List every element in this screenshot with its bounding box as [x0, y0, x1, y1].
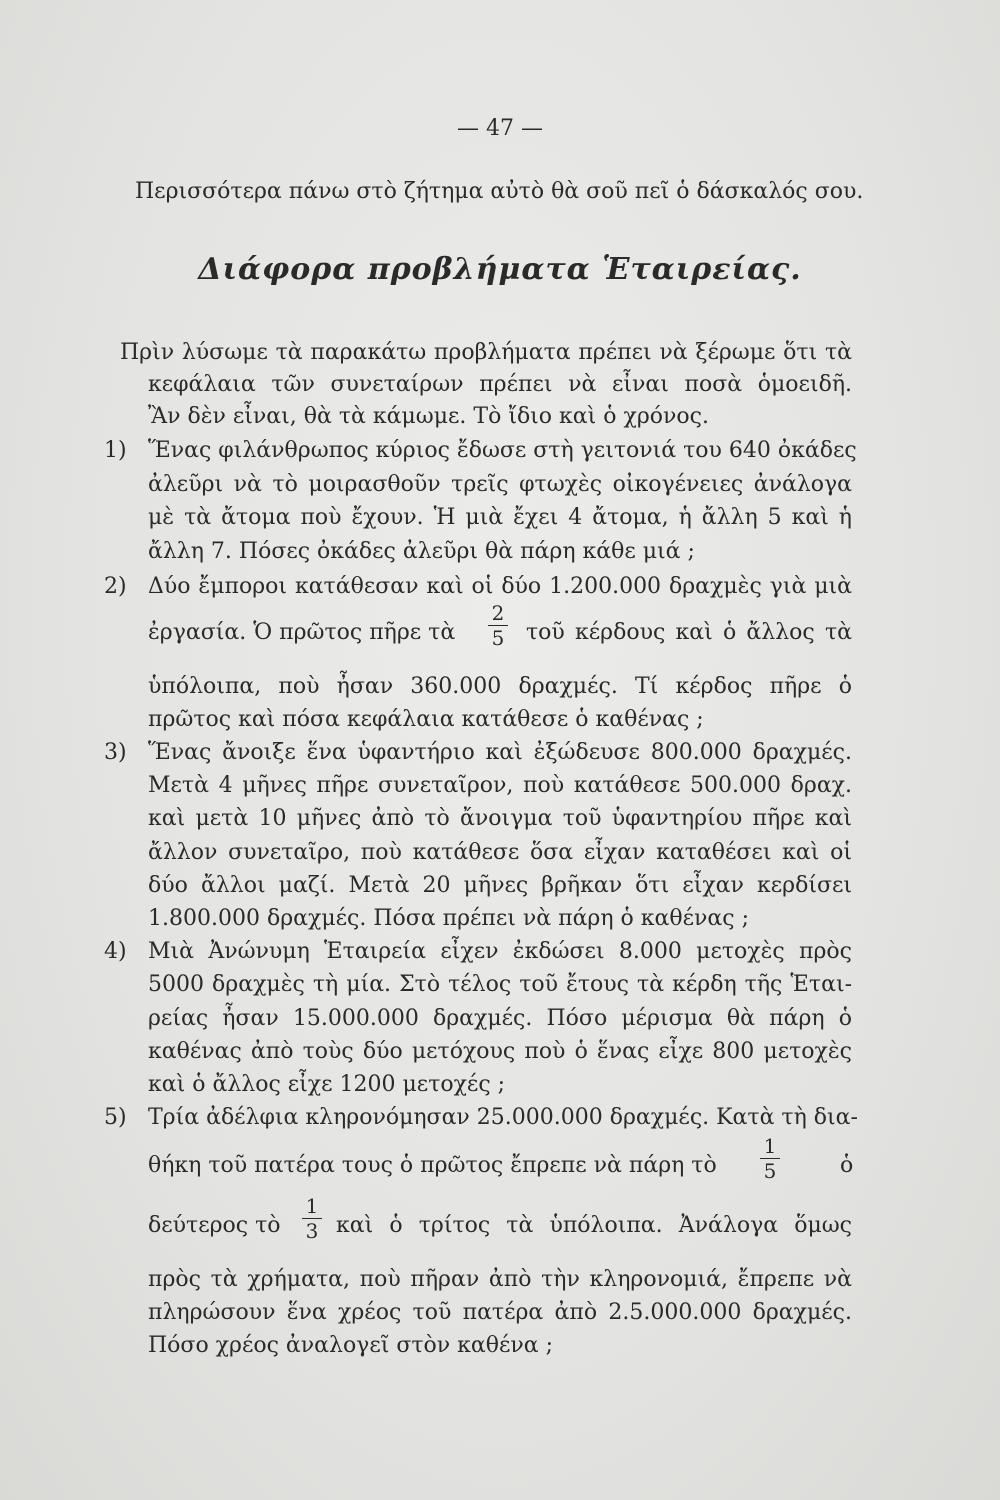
fraction-numerator: 1: [305, 1194, 319, 1218]
fraction-denominator: 3: [305, 1219, 319, 1243]
problem-5-line-2a: θήκη τοῦ πατέρα τους ὁ πρῶτος ἔπρεπε νὰ πάρη τὸ: [148, 1153, 717, 1178]
problem-3-line-5: δύο ἄλλοι μαζί. Μετὰ 20 μῆνες βρῆκαν ὅτι εἶχαν κερδίσει: [148, 873, 852, 898]
problem-4-line-1: Μιὰ Ἀνώνυμη Ἑταιρεία εἶχεν ἐκδώσει 8.000 μετοχὲς πρὸς: [148, 939, 852, 964]
fraction-denominator: 5: [491, 626, 505, 650]
problem-2-line-2b: τοῦ κέρδους καὶ ὁ ἄλλος τὰ: [526, 620, 852, 645]
problem-5-line-3a: δεύτερος τὸ: [148, 1213, 281, 1238]
fraction-two-fifths: [488, 602, 508, 649]
problem-2-number: 2): [104, 574, 127, 599]
page-number: — 47 —: [457, 116, 543, 141]
problem-1-line-1: Ἕνας φιλάνθρωπος κύριος ἔδωσε στὴ γειτονιά του 640 ὀκάδες: [148, 438, 857, 463]
problem-3-line-4: ἄλλον συνεταῖρο, ποὺ κατάθεσε ὅσα εἶχαν καταθέσει καὶ οἱ: [148, 840, 852, 865]
problem-4-line-5: καὶ ὁ ἄλλος εἶχε 1200 μετοχές ;: [148, 1072, 506, 1097]
problem-2-line-2a: ἐργασία. Ὁ πρῶτος πῆρε τὰ: [148, 620, 456, 645]
problem-4-line-3: ρείας ἦσαν 15.000.000 δραχμές. Πόσο μέρισμα θὰ πάρη ὁ: [148, 1006, 852, 1031]
fraction-one-third: [302, 1195, 322, 1242]
problem-5-line-5: πληρώσουν ἕνα χρέος τοῦ πατέρα ἀπὸ 2.5.000.000 δραχμές.: [148, 1300, 852, 1325]
problem-4-number: 4): [104, 939, 127, 964]
problem-2-line-1: Δύο ἔμποροι κατάθεσαν καὶ οἱ δύο 1.200.000 δραχμὲς γιὰ μιὰ: [148, 574, 852, 599]
problem-2-line-3: ὑπόλοιπα, ποὺ ἦσαν 360.000 δραχμές. Τί κέρδος πῆρε ὁ: [148, 674, 852, 699]
problem-1-line-3: μὲ τὰ ἄτομα ποὺ ἔχουν. Ἡ μιὰ ἔχει 4 ἄτομα, ἡ ἄλλη 5 καὶ ἡ: [148, 505, 852, 530]
preface-line-1: Πρὶν λύσωμε τὰ παρακάτω προβλήματα πρέπει νὰ ξέρωμε ὅτι τὰ: [120, 340, 852, 365]
problem-1-number: 1): [104, 438, 127, 463]
problem-5-number: 5): [104, 1105, 127, 1130]
problem-3-number: 3): [104, 740, 127, 765]
fraction-numerator: 2: [491, 601, 505, 625]
problem-5-line-2b: ὁ: [840, 1153, 854, 1178]
problem-1-line-4: ἄλλη 7. Πόσες ὀκάδες ἀλεῦρι θὰ πάρη κάθε μιά ;: [148, 539, 695, 564]
problem-4-line-2: 5000 δραχμὲς τὴ μία. Στὸ τέλος τοῦ ἔτους τὰ κέρδη τῆς Ἑται-: [148, 972, 852, 997]
preface-line-3: Ἂν δὲν εἶναι, θὰ τὰ κάμωμε. Τὸ ἴδιο καὶ ὁ χρόνος.: [148, 404, 709, 429]
preface-line-2: κεφάλαια τῶν συνεταίρων πρέπει νὰ εἶναι ποσὰ ὁμοειδῆ.: [148, 372, 852, 397]
problem-3-line-3: καὶ μετὰ 10 μῆνες ἀπὸ τὸ ἄνοιγμα τοῦ ὑφαντηρίου πῆρε καὶ: [148, 806, 852, 831]
problem-2-line-4: πρῶτος καὶ πόσα κεφάλαια κατάθεσε ὁ καθένας ;: [148, 707, 704, 732]
problem-3-line-6: 1.800.000 δραχμές. Πόσα πρέπει νὰ πάρη ὁ καθένας ;: [148, 906, 749, 931]
problem-3-line-2: Μετὰ 4 μῆνες πῆρε συνεταῖρον, ποὺ κατάθεσε 500.000 δραχ.: [148, 773, 852, 798]
problem-1-line-2: ἀλεῦρι νὰ τὸ μοιρασθοῦν τρεῖς φτωχὲς οἰκογένειες ἀνάλογα: [148, 472, 852, 497]
fraction-denominator: 5: [763, 1159, 777, 1183]
problem-5-line-4: πρὸς τὰ χρήματα, ποὺ πῆραν ἀπὸ τὴν κληρονομιά, ἔπρεπε νὰ: [148, 1267, 852, 1292]
problem-4-line-4: καθένας ἀπὸ τοὺς δύο μετόχους ποὺ ὁ ἕνας εἶχε 800 μετοχὲς: [148, 1039, 852, 1064]
fraction-one-fifth: [760, 1135, 780, 1182]
section-heading: Διάφορα προβλήματα Ἑταιρείας.: [198, 252, 802, 287]
fraction-numerator: 1: [763, 1134, 777, 1158]
problem-5-line-1: Τρία ἀδέλφια κληρονόμησαν 25.000.000 δραχμές. Κατὰ τὴ δια-: [148, 1105, 858, 1130]
problem-3-line-1: Ἕνας ἄνοιξε ἕνα ὑφαντήριο καὶ ἐξώδευσε 800.000 δραχμές.: [148, 740, 852, 765]
intro-line: Περισσότερα πάνω στὸ ζήτημα αὐτὸ θὰ σοῦ πεῖ ὁ δάσκαλός σου.: [135, 179, 864, 204]
problem-5-line-6: Πόσο χρέος ἀναλογεῖ στὸν καθένα ;: [148, 1333, 554, 1358]
problem-5-line-3b: καὶ ὁ τρίτος τὰ ὑπόλοιπα. Ἀνάλογα ὅμως: [336, 1213, 852, 1238]
